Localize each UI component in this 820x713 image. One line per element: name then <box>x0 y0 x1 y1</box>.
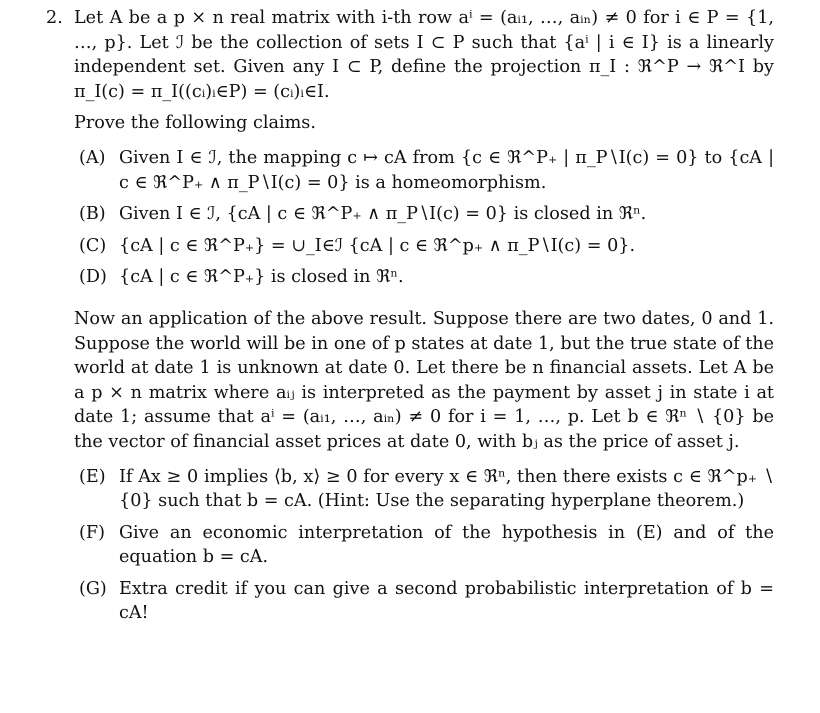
claim-text: {cA | c ∈ ℜ^P₊} is closed in ℜⁿ. <box>119 267 404 288</box>
part-label: (G) <box>79 578 107 599</box>
claim-d <box>74 265 774 290</box>
problem-statement: Let A be a p × n real matrix with i-th row aⁱ = (aᵢ₁, …, aᵢₙ) ≠ 0 for i ∈ P = {1, …, p}. Let ℐ be the collection of sets I ⊂ P such that {aⁱ | i ∈ I} is a linearly independent set. Given any I ⊂ P, define the projection π_I : ℜ^P → ℜ^I by π_I(c) = π_I((cᵢ)ᵢ∈P) = (cᵢ)ᵢ∈I. <box>74 8 774 102</box>
part-label: (F) <box>79 522 105 543</box>
problem-number: 2. <box>46 8 63 28</box>
parts-list <box>74 465 774 627</box>
instruction-text: Prove the following claims. <box>74 113 316 134</box>
part-f <box>74 521 774 570</box>
claim-text: Given I ∈ ℐ, the mapping c ↦ cA from {c ∈ ℜ^P₊ | π_P∖I(c) = 0} to {cA | c ∈ ℜ^P₊ ∧ π_P∖I(c) = 0} is a homeomorphism. <box>119 147 774 193</box>
claim-label: (A) <box>79 147 106 168</box>
claim-a <box>74 146 774 195</box>
claim-b <box>74 202 774 227</box>
part-text: Extra credit if you can give a second probabilistic interpretation of b = cA! <box>119 578 774 624</box>
claim-c <box>74 234 774 259</box>
application-paragraph: Now an application of the above result. Suppose there are two dates, 0 and 1. Suppose the world will be in one of p states at date 1, but the true state of the world at date 1 is unknown at date 0. Let there be n financial assets. Let A be a p × n matrix where aᵢⱼ is interpreted as the payment by asset j in state i at date 1; assume that aⁱ = (aᵢ₁, …, aᵢₙ) ≠ 0 for i = 1, …, p. Let b ∈ ℜⁿ ∖ {0} be the vector of financial asset prices at date 0, with bⱼ as the price of asset j. <box>74 308 775 452</box>
claim-text: {cA | c ∈ ℜ^P₊} = ∪_I∈ℐ {cA | c ∈ ℜ^p₊ ∧ π_P∖I(c) = 0}. <box>119 235 636 256</box>
part-label: (E) <box>79 466 106 487</box>
part-text: If Ax ≥ 0 implies ⟨b, x⟩ ≥ 0 for every x ∈ ℜⁿ, then there exists c ∈ ℜ^p₊ ∖ {0} such that b = cA. (Hint: Use the separating hyperplane theorem.) <box>119 466 774 512</box>
problem-2 <box>46 6 775 626</box>
part-g <box>74 577 774 626</box>
part-text: Give an economic interpretation of the hypothesis in (E) and of the equation b = cA. <box>119 522 774 568</box>
claims-list <box>74 146 774 290</box>
claim-label: (C) <box>79 235 107 256</box>
claim-text: Given I ∈ ℐ, {cA | c ∈ ℜ^P₊ ∧ π_P∖I(c) = 0} is closed in ℜⁿ. <box>119 204 647 225</box>
claim-label: (B) <box>79 204 106 225</box>
claim-label: (D) <box>79 267 107 288</box>
part-e <box>74 465 774 514</box>
